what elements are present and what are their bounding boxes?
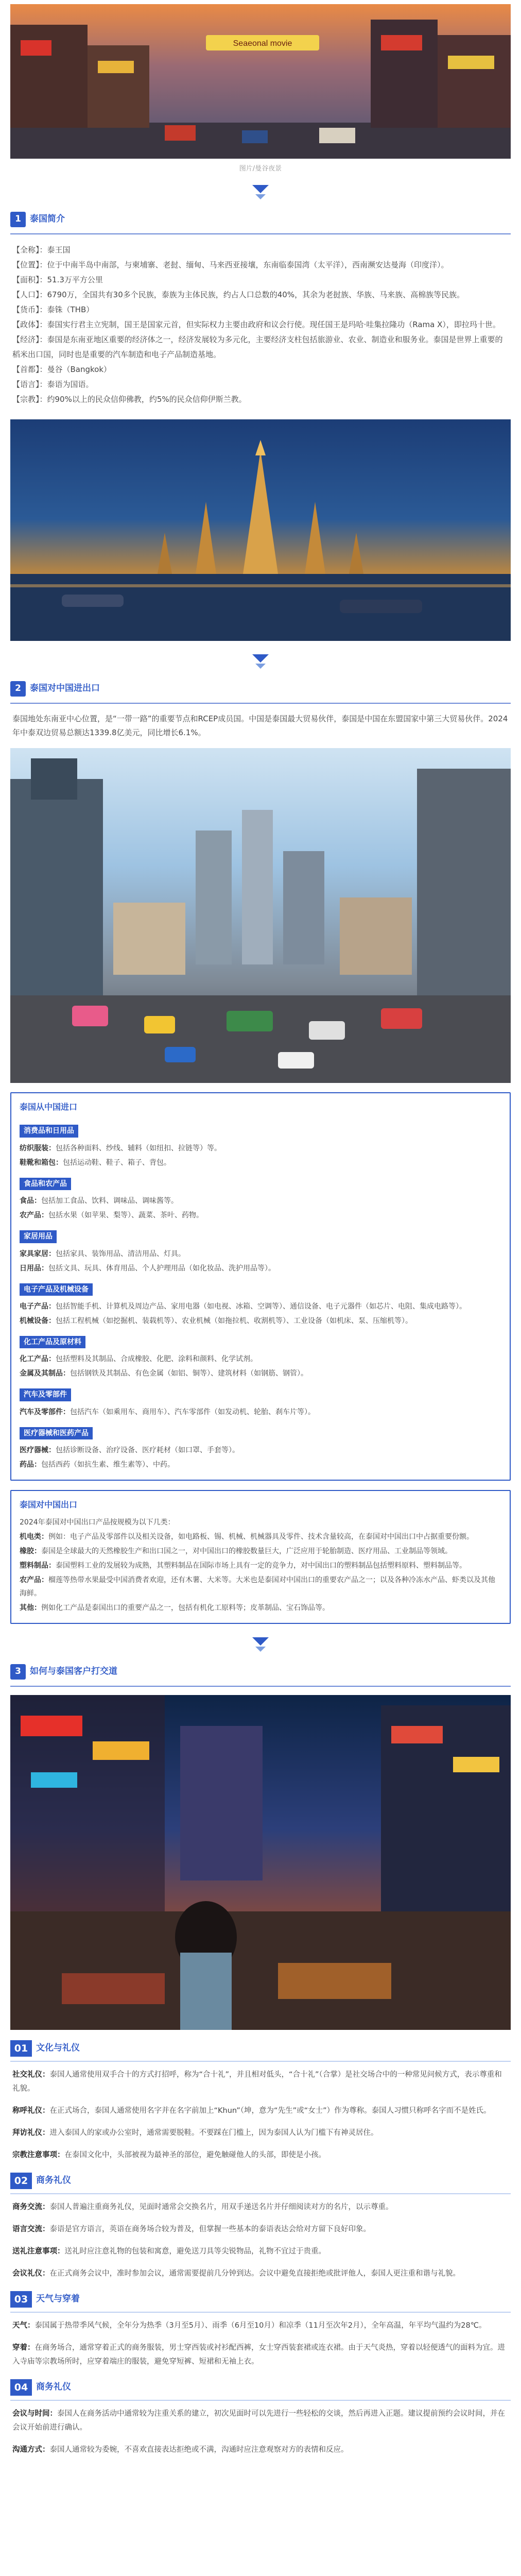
export-item bbox=[20, 1545, 501, 1558]
export-item bbox=[20, 1573, 501, 1600]
item-key: 语言交流： bbox=[12, 2225, 50, 2233]
item-value: 包括各种面料、纱线、辅料（如纽扣、拉链等）等。 bbox=[56, 1144, 221, 1153]
item-value: 包括运动鞋、鞋子、箱子、背包。 bbox=[63, 1158, 171, 1167]
profile-line: 【货币】：泰铢（THB） bbox=[12, 304, 94, 314]
profile-line: 【语言】：泰语为国语。 bbox=[12, 379, 94, 389]
section3-title: 如何与泰国客户打交道 bbox=[30, 1666, 117, 1677]
item-key: 药品： bbox=[20, 1461, 41, 1469]
section2-header bbox=[10, 681, 511, 697]
weather-item bbox=[12, 2341, 509, 2369]
import-item bbox=[20, 1405, 501, 1419]
subsection-02-header bbox=[10, 2173, 511, 2189]
subsection-rule bbox=[10, 2061, 511, 2062]
category-tag: 消费品和日用品 bbox=[20, 1125, 78, 1137]
item-value: 在泰国文化中，头部被视为最神圣的部位，避免触碰他人的头部，即使是小孩。 bbox=[64, 2150, 326, 2159]
item-value: 包括工程机械（如挖掘机、装载机等）、农业机械（如拖拉机、收割机等）、工业设备（如机床、泵、压缩机等）。 bbox=[56, 1316, 412, 1325]
item-value: 包括钢铁及其制品、有色金属（如铝、铜等）、建筑材料（如钢筋、钢管）。 bbox=[70, 1369, 308, 1378]
item-value: 泰国人普遍注重商务礼仪，见面时通常会交换名片，用双手递送名片并仔细阅读对方的名片，以示尊重。 bbox=[49, 2202, 393, 2211]
item-key: 宗教注意事项： bbox=[12, 2150, 65, 2159]
import-item bbox=[20, 1314, 501, 1328]
item-value: 包括塑料及其制品、合成橡胶、化肥、涂料和颜料、化学试剂。 bbox=[56, 1355, 257, 1364]
subsection-04-header bbox=[10, 2379, 511, 2396]
section-divider-icon bbox=[250, 1636, 271, 1657]
item-value: 包括水果（如苹果、梨等）、蔬菜、茶叶、药物。 bbox=[48, 1211, 203, 1220]
import-item bbox=[20, 1300, 501, 1313]
street-illustration bbox=[10, 4, 511, 159]
item-key: 商务交流： bbox=[12, 2202, 50, 2211]
section-rule bbox=[10, 703, 511, 704]
city-illustration bbox=[10, 748, 511, 1083]
section3-number: 3 bbox=[10, 1664, 26, 1680]
item-key: 拜访礼仪： bbox=[12, 2128, 50, 2137]
item-key: 鞋靴和箱包： bbox=[20, 1158, 63, 1167]
export-item bbox=[20, 1530, 501, 1544]
export-intro: 2024年泰国对中国出口产品按规模为以下几类： bbox=[20, 1518, 175, 1527]
item-value: 泰国是全球最大的天然橡胶生产和出口国之一，对中国出口的橡胶数量巨大，广泛应用于轮胎制造、医疗用品、工业制品等领域。 bbox=[41, 1547, 452, 1555]
subsection-title: 文化与礼仪 bbox=[36, 2043, 80, 2054]
item-key: 食品： bbox=[20, 1197, 41, 1206]
profile-line: 【人口】：6790万，全国共有30多个民族，泰族为主体民族，约占人口总数的40%，其余为老挝族、华族、马来族、高棉族等民族。 bbox=[12, 290, 465, 299]
item-key: 医疗器械： bbox=[20, 1446, 56, 1455]
item-value: 例如化工产品是泰国出口的重要产品之一，包括有机化工原料等；皮革制品、宝石饰品等。 bbox=[41, 1603, 329, 1612]
item-key: 电子产品： bbox=[20, 1302, 56, 1311]
meeting-item bbox=[12, 2407, 509, 2435]
item-key: 其他： bbox=[20, 1603, 41, 1612]
import-item bbox=[20, 1352, 501, 1366]
subsection-number: 02 bbox=[10, 2173, 32, 2189]
item-value: 在正式商务会议中，准时参加会议，通常需要提前几分钟到达。会议中避免直接拒绝或批评他人，泰国人更注重和谐与礼貌。 bbox=[49, 2269, 460, 2278]
item-key: 农产品： bbox=[20, 1575, 48, 1584]
business-item bbox=[12, 2267, 509, 2281]
item-value: 送礼时应注意礼物的包装和寓意，避免送刀具等尖锐物品，礼物不宜过于贵重。 bbox=[64, 2247, 326, 2256]
category-tag: 食品和农产品 bbox=[20, 1178, 71, 1190]
item-value: 泰国人在商务活动中通常较为注重关系的建立，初次见面时可以先进行一些轻松的交谈，然后再进入正题。建议提前预约会议时间，并在会议开始前进行确认。 bbox=[12, 2409, 505, 2432]
import-item bbox=[20, 1458, 501, 1471]
subsection-title: 商务礼仪 bbox=[36, 2175, 71, 2186]
item-key: 沟通方式： bbox=[12, 2445, 50, 2454]
import-item bbox=[20, 1262, 501, 1275]
bangkok-market-photo bbox=[10, 1695, 511, 2030]
item-value: 包括家具、装饰用品、清洁用品、灯具。 bbox=[56, 1249, 185, 1258]
item-key: 金属及其制品： bbox=[20, 1369, 70, 1378]
item-value: 包括西药（如抗生素、维生素等）、中药。 bbox=[41, 1461, 175, 1469]
import-item bbox=[20, 1156, 501, 1170]
profile-line: 【首都】：曼谷（Bangkok） bbox=[12, 364, 112, 374]
category-tag: 家居用品 bbox=[20, 1230, 57, 1243]
weather-item bbox=[12, 2319, 509, 2333]
import-box-title: 泰国从中国进口 bbox=[20, 1101, 78, 1112]
subsection-rule bbox=[10, 2193, 511, 2194]
category-tag: 电子产品及机械设备 bbox=[20, 1283, 93, 1296]
etiquette-item bbox=[12, 2104, 509, 2118]
item-value: 在正式场合，泰国人通常使用名字并在名字前加上“Khun”（坤，意为“先生”或“女士”）作为尊称。泰国人习惯只称呼名字而不是姓氏。 bbox=[49, 2106, 491, 2115]
section-divider-icon bbox=[250, 653, 271, 674]
import-item bbox=[20, 1247, 501, 1261]
import-item bbox=[20, 1142, 501, 1155]
item-key: 纺织服装： bbox=[20, 1144, 56, 1153]
item-value: 包括汽车（如乘用车、商用车）、汽车零部件（如发动机、轮胎、刹车片等）。 bbox=[70, 1408, 315, 1416]
item-value: 榴莲等热带水果最受中国消费者欢迎，还有木薯、大米等。大米也是泰国对中国出口的重要农产品之一；以及各种冷冻水产品、虾类以及其他海鲜。 bbox=[20, 1575, 495, 1598]
item-key: 会议礼仪： bbox=[12, 2269, 50, 2278]
item-key: 机械设备： bbox=[20, 1316, 56, 1325]
business-item bbox=[12, 2223, 509, 2236]
section-rule bbox=[10, 233, 511, 234]
item-key: 化工产品： bbox=[20, 1355, 56, 1364]
item-value: 包括文具、玩具、体育用品、个人护理用品（如化妆品、洗护用品等）。 bbox=[48, 1264, 275, 1273]
export-item bbox=[20, 1601, 501, 1615]
subsection-rule bbox=[10, 2400, 511, 2401]
item-value: 泰语是官方语言，英语在商务场合较为普及，但掌握一些基本的泰语表达会给对方留下良好印象。 bbox=[49, 2225, 371, 2233]
business-item bbox=[12, 2245, 509, 2259]
profile-line: 【政体】：泰国实行君主立宪制，国王是国家元首，但实际权力主要由政府和议会行使。现任国王是玛哈·哇集拉隆功（Rama X），即拉玛十世。 bbox=[12, 319, 500, 329]
item-key: 穿着： bbox=[12, 2343, 35, 2352]
etiquette-item bbox=[12, 2126, 509, 2140]
etiquette-item bbox=[12, 2068, 509, 2096]
item-key: 社交礼仪： bbox=[12, 2070, 50, 2079]
item-value: 泰国人通常较为委婉，不喜欢直接表达拒绝或不满，沟通时应注意观察对方的表情和反应。 bbox=[49, 2445, 349, 2454]
section-divider-icon bbox=[250, 184, 271, 205]
item-value: 泰国塑料工业的发展较为成熟，其塑料制品在国际市场上具有一定的竞争力，对中国出口的塑料制品包括塑料原料、塑料制品等。 bbox=[56, 1561, 466, 1570]
item-value: 泰国人通常使用双手合十的方式打招呼，称为“合十礼”，并且相对低头，“合十礼”（合掌）是社交场合中的一种常见问候方式，表示尊重和礼貌。 bbox=[12, 2070, 502, 2093]
profile-line: 【全称】：泰王国 bbox=[12, 245, 71, 255]
import-item bbox=[20, 1209, 501, 1222]
export-to-china-box bbox=[10, 1490, 511, 1624]
subsection-03-header bbox=[10, 2291, 511, 2308]
trade-intro: 泰国地处东南亚中心位置，是“一带一路”的重要节点和RCEP成员国。中国是泰国最大贸易伙伴，泰国是中国在东盟国家中第三大贸易伙伴。2024年中泰双边贸易总额达1339.8亿美元，同比增长6.1%。 bbox=[12, 714, 508, 737]
profile-line: 【宗教】：约90%以上的民众信仰佛教，约5%的民众信仰伊斯兰教。 bbox=[12, 394, 247, 404]
item-value: 包括智能手机、计算机及周边产品、家用电器（如电视、冰箱、空调等）、通信设备、电子元器件（如芯片、电阻、集成电路等）。 bbox=[56, 1302, 466, 1311]
bangkok-street-photo bbox=[10, 4, 511, 159]
market-illustration bbox=[10, 1695, 511, 2030]
temple-illustration bbox=[10, 419, 511, 641]
section1-title: 泰国简介 bbox=[30, 214, 65, 225]
subsection-title: 商务礼仪 bbox=[36, 2382, 71, 2393]
section2-number: 2 bbox=[10, 681, 26, 697]
subsection-number: 03 bbox=[10, 2291, 32, 2308]
item-key: 橡胶： bbox=[20, 1547, 41, 1555]
item-value: 泰国属于热带季风气候，全年分为热季（3月至5月）、雨季（6月至10月）和凉季（11月至次年2月），全年高温，年平均气温约为28℃。 bbox=[34, 2321, 487, 2330]
item-key: 日用品： bbox=[20, 1264, 48, 1273]
item-value: 例如：电子产品及零部件以及相关设备，如电路板、锡、机械、机械器具及零件、技术含量较高，在泰国对中国出口中占据重要份额。 bbox=[48, 1532, 474, 1541]
item-key: 塑料制品： bbox=[20, 1561, 56, 1570]
section2-title: 泰国对中国进出口 bbox=[30, 683, 100, 694]
item-value: 在商务场合，通常穿着正式的商务服装，男士穿西装或衬衫配西裤，女士穿西装套裙或连衣裙。由于天气炎热，穿着以轻便透气的面料为宜。进入寺庙等宗教场所时，应穿着端庄的服装，避免穿短裤、短裙和无袖上衣。 bbox=[12, 2343, 505, 2366]
profile-line: 【经济】：泰国是东南亚地区重要的经济体之一，经济发展较为多元化，主要经济支柱包括旅游业、农业、制造业和服务业。泰国是世界上重要的稻米出口国，同时也是重要的汽车制造和电子产品制造基地。 bbox=[12, 334, 503, 359]
subsection-title: 天气与穿着 bbox=[36, 2294, 80, 2304]
export-box-title: 泰国对中国出口 bbox=[20, 1500, 78, 1510]
category-tag: 化工产品及原材料 bbox=[20, 1336, 85, 1348]
profile-line: 【位置】：位于中南半岛中南部，与柬埔寨、老挝、缅甸、马来西亚接壤，东南临泰国湾（太平洋），西南濒安达曼海（印度洋）。 bbox=[12, 260, 449, 269]
photo-caption: 图片/曼谷夜景 bbox=[239, 165, 282, 173]
profile-line: 【面积】：51.3万平方公里 bbox=[12, 275, 103, 284]
import-item bbox=[20, 1444, 501, 1457]
category-tag: 医疗器械和医药产品 bbox=[20, 1427, 93, 1439]
item-key: 称呼礼仪： bbox=[12, 2106, 50, 2115]
item-key: 送礼注意事项： bbox=[12, 2247, 65, 2256]
meeting-item bbox=[12, 2443, 509, 2457]
bangkok-traffic-photo bbox=[10, 748, 511, 1083]
import-from-china-box bbox=[10, 1092, 511, 1481]
subsection-number: 04 bbox=[10, 2379, 32, 2396]
import-item bbox=[20, 1367, 501, 1380]
item-value: 包括加工食品、饮料、调味品、调味酱等。 bbox=[41, 1197, 178, 1206]
item-key: 汽车及零部件： bbox=[20, 1408, 70, 1416]
item-key: 天气： bbox=[12, 2321, 35, 2330]
wat-arun-photo bbox=[10, 419, 511, 641]
item-key: 农产品： bbox=[20, 1211, 48, 1220]
import-item bbox=[20, 1194, 501, 1208]
etiquette-item bbox=[12, 2148, 509, 2162]
item-key: 家具家居： bbox=[20, 1249, 56, 1258]
item-key: 机电类： bbox=[20, 1532, 48, 1541]
section1-header bbox=[10, 212, 511, 227]
section1-number: 1 bbox=[10, 212, 26, 227]
subsection-rule bbox=[10, 2312, 511, 2313]
section-rule bbox=[10, 1686, 511, 1687]
item-value: 进入泰国人的家或办公室时，通常需要脱鞋。不要踩在门槛上，因为泰国人认为门槛下有神灵居住。 bbox=[49, 2128, 378, 2137]
business-item bbox=[12, 2200, 509, 2214]
category-tag: 汽车及零部件 bbox=[20, 1388, 71, 1401]
export-item bbox=[20, 1559, 501, 1572]
item-key: 会议与时间： bbox=[12, 2409, 57, 2418]
item-value: 包括诊断设备、治疗设备、医疗耗材（如口罩、手套等）。 bbox=[56, 1446, 239, 1455]
subsection-number: 01 bbox=[10, 2040, 32, 2057]
thailand-profile bbox=[0, 243, 521, 407]
subsection-01-header bbox=[10, 2040, 511, 2057]
shop-sign: Seaeonal movie bbox=[233, 39, 292, 48]
section3-header bbox=[10, 1664, 511, 1680]
